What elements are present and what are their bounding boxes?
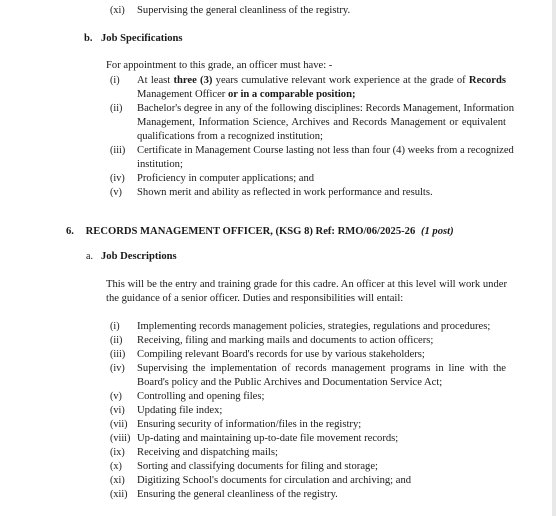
subsection-heading: Job Descriptions	[101, 251, 177, 262]
job-title-heading	[66, 225, 454, 239]
item-text: Sorting and classifying documents for filing and storage;	[137, 461, 378, 472]
item-number: (iii)	[110, 349, 126, 360]
item-text: Updating file index;	[137, 405, 223, 416]
item-text: Proficiency in computer applications; and	[137, 173, 315, 184]
item-text: Shown merit and ability as reflected in work performance and results.	[137, 187, 433, 198]
item-number: (vii)	[110, 419, 128, 430]
subsection-marker: a.	[86, 251, 93, 262]
item-number: (xi)	[110, 475, 125, 486]
item-number: (v)	[110, 391, 122, 402]
item-number: (v)	[110, 187, 122, 198]
item-number: (x)	[110, 461, 122, 472]
item-text: Management, Information Science, Archives and Records Management or equivalent	[137, 117, 506, 128]
item-number: (xi)	[110, 5, 125, 16]
item-text: Implementing records management policies, strategies, regulations and procedures;	[137, 321, 491, 332]
section-marker: b.	[84, 33, 93, 44]
item-number: (ix)	[110, 447, 125, 458]
job-number: 6.	[66, 226, 74, 237]
item-number: (xii)	[110, 489, 128, 500]
intro-line: the guidance of a senior officer. Duties and responsibilities will entail:	[106, 293, 404, 304]
item-text: Compiling relevant Board's records for use by various stakeholders;	[137, 349, 425, 360]
item-text: Ensuring the general cleanliness of the registry.	[137, 489, 338, 500]
item-text: Board's policy and the Public Archives and Documentation Service Act;	[137, 377, 443, 388]
item-text: institution;	[137, 159, 183, 170]
item-number: (vi)	[110, 405, 125, 416]
item-number: (iii)	[110, 145, 126, 156]
job-title: RECORDS MANAGEMENT OFFICER, (KSG 8) Ref: RMO/06/2025-26	[85, 226, 416, 237]
item-text: Supervising the implementation of records management programs in line with the	[137, 363, 506, 374]
post-count: (1 post)	[420, 226, 454, 237]
item-text: Management Officer or in a comparable position;	[137, 89, 356, 100]
item-text: Bachelor's degree in any of the following disciplines: Records Management, Information	[137, 103, 514, 114]
section-intro: For appointment to this grade, an officer must have: -	[106, 60, 333, 71]
intro-line: This will be the entry and training grade for this cadre. An officer at this level will work under	[106, 279, 507, 290]
item-number: (i)	[110, 321, 120, 332]
section-heading: Job Specifications	[101, 33, 183, 44]
item-text: Certificate in Management Course lasting not less than four (4) weeks from a recognized	[137, 145, 514, 156]
item-number: (iv)	[110, 173, 125, 184]
item-text: Up-dating and maintaining up-to-date file movement records;	[137, 433, 399, 444]
item-text: Receiving and dispatching mails;	[137, 447, 278, 458]
item-text: Controlling and opening files;	[137, 391, 265, 402]
item-number: (viii)	[110, 433, 131, 444]
item-number: (ii)	[110, 103, 123, 114]
item-text: qualifications from a recognized institution;	[137, 131, 323, 142]
item-number: (ii)	[110, 335, 123, 346]
item-number: (i)	[110, 75, 120, 86]
item-text: Receiving, filing and marking mails and documents to action officers;	[137, 335, 434, 346]
item-text: At least three (3) years cumulative relevant work experience at the grade of Records	[137, 75, 506, 86]
emphasis-text: Records	[468, 75, 506, 86]
emphasis-text: three (3)	[173, 75, 213, 86]
item-text: Supervising the general cleanliness of the registry.	[137, 5, 351, 16]
page-edge-shadow	[552, 0, 556, 516]
item-text: Digitizing School's documents for circulation and archiving; and	[137, 475, 412, 486]
emphasis-text: or in a comparable position;	[225, 89, 356, 100]
item-text: Ensuring security of information/files in the registry;	[137, 419, 362, 430]
item-number: (iv)	[110, 363, 125, 374]
